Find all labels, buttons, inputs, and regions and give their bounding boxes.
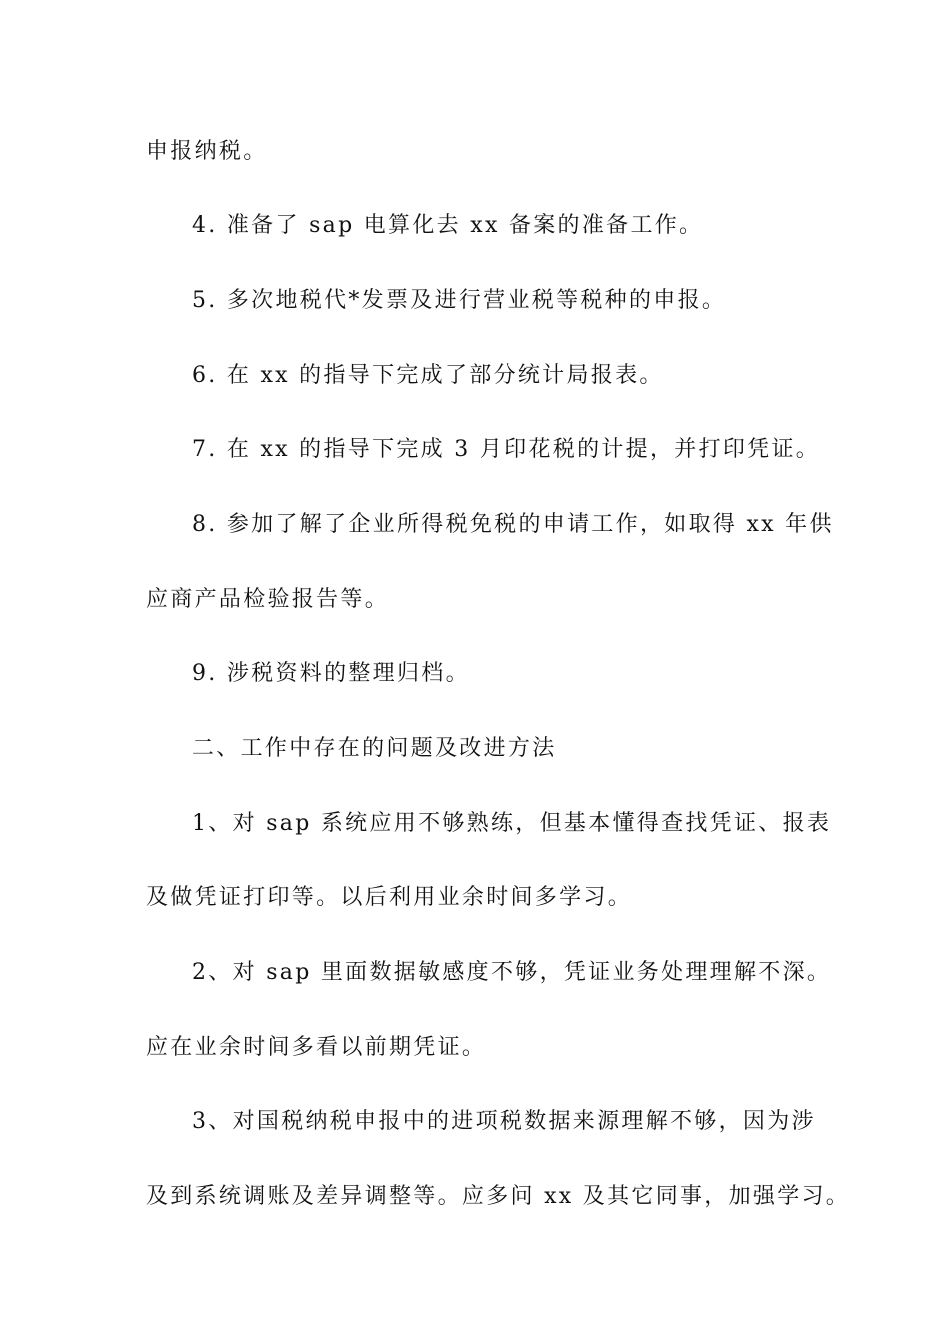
issue-item-2-continuation: 应在业余时间多看以前期凭证。 [146, 1035, 487, 1060]
text-line-continuation-1: 申报纳税。 [146, 139, 268, 164]
list-item-9: 9. 涉税资料的整理归档。 [192, 661, 470, 686]
list-item-8: 8. 参加了解了企业所得税免税的申请工作，如取得 xx 年供 [192, 512, 834, 537]
issue-item-2: 2、对 sap 里面数据敏感度不够，凭证业务处理理解不深。 [192, 960, 832, 985]
list-item-7: 7. 在 xx 的指导下完成 3 月印花税的计提，并打印凭证。 [192, 437, 821, 462]
issue-item-3-continuation: 及到系统调账及差异调整等。应多问 xx 及其它同事，加强学习。 [146, 1184, 851, 1209]
list-item-6: 6. 在 xx 的指导下完成了部分统计局报表。 [192, 363, 664, 388]
list-item-8-continuation: 应商产品检验报告等。 [146, 587, 390, 612]
section-heading-issues: 二、工作中存在的问题及改进方法 [192, 736, 557, 761]
issue-item-3: 3、对国税纳税申报中的进项税数据来源理解不够，因为涉 [192, 1109, 816, 1134]
issue-item-1: 1、对 sap 系统应用不够熟练，但基本懂得查找凭证、报表 [192, 811, 832, 836]
list-item-4: 4. 准备了 sap 电算化去 xx 备案的准备工作。 [192, 213, 704, 238]
issue-item-1-continuation: 及做凭证打印等。以后利用业余时间多学习。 [146, 885, 633, 910]
list-item-5: 5. 多次地税代*发票及进行营业税等税种的申报。 [192, 288, 727, 313]
